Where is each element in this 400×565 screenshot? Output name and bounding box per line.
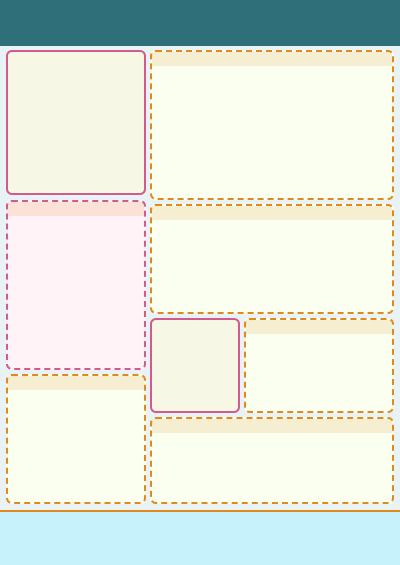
section-box — [150, 50, 394, 200]
section-box — [6, 200, 146, 370]
section-title — [246, 320, 392, 334]
illustration — [6, 50, 146, 195]
section-box — [6, 374, 146, 504]
section-body — [152, 222, 392, 312]
section-title — [8, 376, 144, 390]
section-body — [152, 68, 392, 198]
footer — [0, 510, 400, 565]
content-area — [6, 50, 394, 510]
header — [0, 0, 400, 46]
section-title — [152, 419, 392, 433]
illustration — [150, 318, 240, 413]
section-body — [246, 336, 392, 411]
section-title — [152, 52, 392, 66]
section-body — [8, 392, 144, 502]
section-body — [8, 218, 144, 368]
section-box — [150, 417, 394, 504]
section-title — [152, 206, 392, 220]
section-body — [152, 435, 392, 502]
section-box — [150, 204, 394, 314]
section-title — [8, 202, 144, 216]
section-box — [244, 318, 394, 413]
